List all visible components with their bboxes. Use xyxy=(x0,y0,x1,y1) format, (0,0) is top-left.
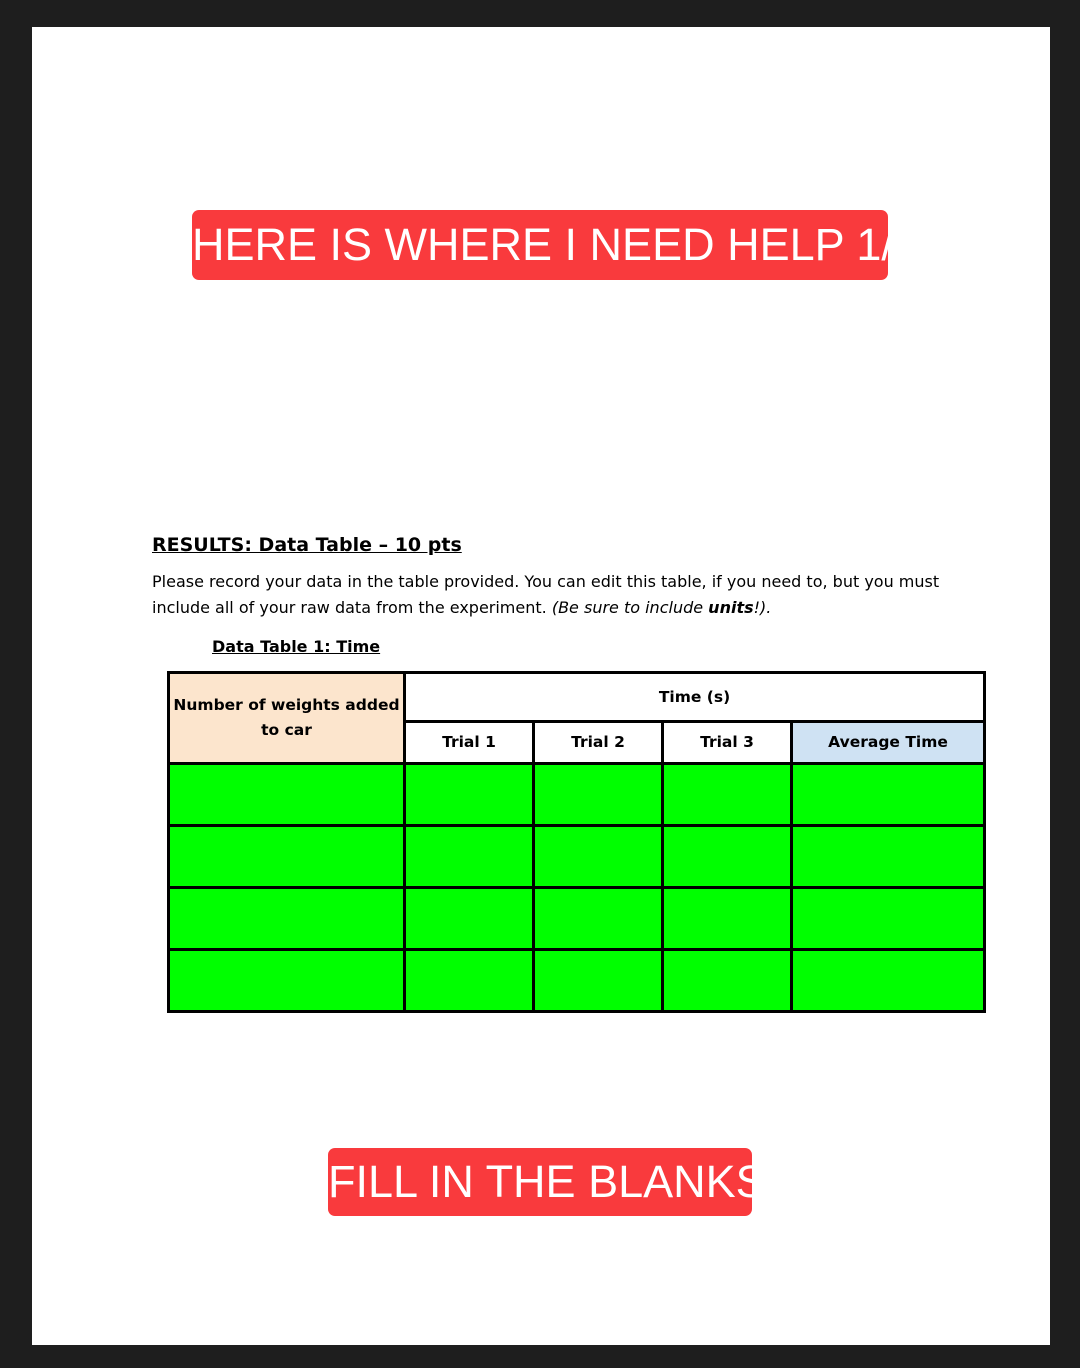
average-time-header: Average Time xyxy=(792,721,985,763)
table-row xyxy=(169,950,985,1012)
instructions-end: !). xyxy=(753,598,772,617)
instructions-plain: Please record your data in the table provided. You can edit this table, if you need to, but you must include all of your raw data from the experiment. xyxy=(152,572,940,617)
fill-in-banner: FILL IN THE BLANKS xyxy=(328,1148,752,1216)
trial-3-header: Trial 3 xyxy=(663,721,792,763)
instructions-units: units xyxy=(708,598,754,617)
weights-cell[interactable] xyxy=(169,888,405,950)
help-banner: HERE IS WHERE I NEED HELP 1/3 xyxy=(192,210,888,280)
average-time-cell[interactable] xyxy=(792,764,985,826)
average-time-cell[interactable] xyxy=(792,888,985,950)
instructions-italic: (Be sure to include xyxy=(551,598,709,617)
instructions-text xyxy=(152,569,952,621)
trial-2-cell[interactable] xyxy=(534,764,663,826)
trial-1-cell[interactable] xyxy=(405,888,534,950)
average-time-cell[interactable] xyxy=(792,826,985,888)
data-table-time xyxy=(167,671,986,1013)
weights-cell[interactable] xyxy=(169,826,405,888)
trial-2-cell[interactable] xyxy=(534,888,663,950)
trial-1-cell[interactable] xyxy=(405,826,534,888)
time-header: Time (s) xyxy=(405,673,985,722)
trial-2-header: Trial 2 xyxy=(534,721,663,763)
table-row xyxy=(169,888,985,950)
trial-1-header: Trial 1 xyxy=(405,721,534,763)
trial-3-cell[interactable] xyxy=(663,764,792,826)
trial-3-cell[interactable] xyxy=(663,826,792,888)
trial-1-cell[interactable] xyxy=(405,764,534,826)
trial-2-cell[interactable] xyxy=(534,950,663,1012)
weights-header: Number of weights added to car xyxy=(169,673,405,764)
average-time-cell[interactable] xyxy=(792,950,985,1012)
document-page xyxy=(32,27,1050,1345)
trial-3-cell[interactable] xyxy=(663,888,792,950)
weights-cell[interactable] xyxy=(169,950,405,1012)
table-row xyxy=(169,826,985,888)
trial-1-cell[interactable] xyxy=(405,950,534,1012)
weights-cell[interactable] xyxy=(169,764,405,826)
trial-2-cell[interactable] xyxy=(534,826,663,888)
table-caption: Data Table 1: Time xyxy=(212,637,381,656)
table-row xyxy=(169,764,985,826)
trial-3-cell[interactable] xyxy=(663,950,792,1012)
results-heading: RESULTS: Data Table – 10 pts xyxy=(152,534,462,556)
